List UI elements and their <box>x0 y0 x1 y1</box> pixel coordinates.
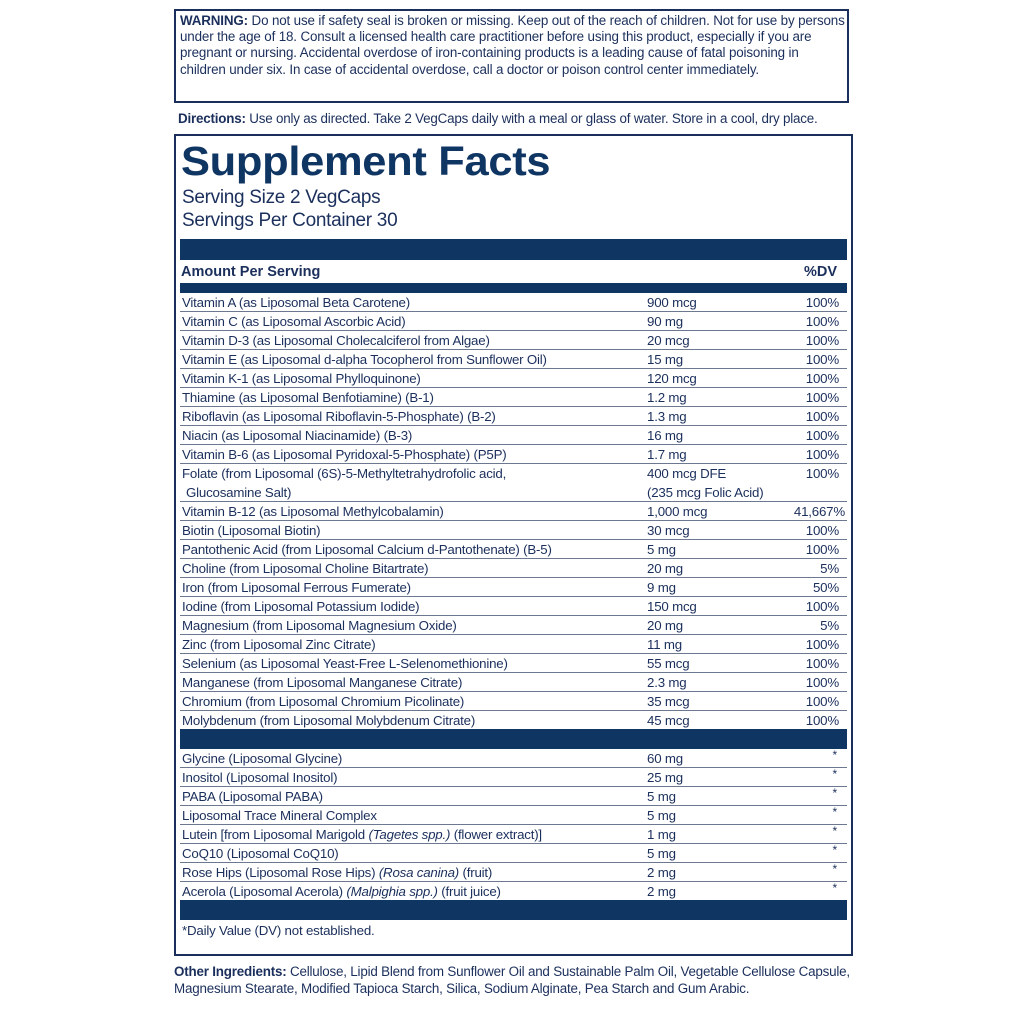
section-divider-bar <box>180 729 847 749</box>
nutrient-row: Thiamine (as Liposomal Benfotiamine) (B-1) 1.2 mg 100% <box>180 388 847 407</box>
nutrient-row: Manganese (from Liposomal Manganese Citrate) 2.3 mg 100% <box>180 673 847 692</box>
warning-box <box>174 9 849 103</box>
directions-text: Use only as directed. Take 2 VegCaps daily with a meal or glass of water. Store in a cool, dry place. <box>245 111 818 126</box>
other-nutrient-row: Rose Hips (Liposomal Rose Hips) (Rosa canina) (fruit) 2 mg * <box>180 863 847 882</box>
thin-divider-bar <box>180 283 847 293</box>
supplement-facts-panel <box>174 134 853 956</box>
nutrient-row: Niacin (as Liposomal Niacinamide) (B-3) 16 mg 100% <box>180 426 847 445</box>
nutrient-row: Vitamin E (as Liposomal d-alpha Tocopherol from Sunflower Oil) 15 mg 100% <box>180 350 847 369</box>
other-nutrient-row: Liposomal Trace Mineral Complex 5 mg * <box>180 806 847 825</box>
nutrient-row: Magnesium (from Liposomal Magnesium Oxide) 20 mg 5% <box>180 616 847 635</box>
other-nutrient-row: CoQ10 (Liposomal CoQ10) 5 mg * <box>180 844 847 863</box>
nutrient-row: Choline (from Liposomal Choline Bitartrate) 20 mg 5% <box>180 559 847 578</box>
directions <box>178 111 858 127</box>
dv-footnote: *Daily Value (DV) not established. <box>182 923 375 938</box>
nutrient-row: Pantothenic Acid (from Liposomal Calcium d-Pantothenate) (B-5) 5 mg 100% <box>180 540 847 559</box>
nutrient-row: Vitamin D-3 (as Liposomal Cholecalciferol from Algae) 20 mcg 100% <box>180 331 847 350</box>
bottom-divider-bar <box>180 900 847 920</box>
other-nutrient-row: Acerola (Liposomal Acerola) (Malpighia spp.) (fruit juice) 2 mg * <box>182 881 837 899</box>
nutrient-row: Vitamin B-12 (as Liposomal Methylcobalamin) 1,000 mcg 41,667% <box>182 504 845 519</box>
nutrient-row: Chromium (from Liposomal Chromium Picolinate) 35 mcg 100% <box>180 692 847 711</box>
directions-label: Directions: <box>178 111 246 126</box>
other-nutrient-row: Inositol (Liposomal Inositol) 25 mg * <box>180 768 847 787</box>
warning-text: Do not use if safety seal is broken or missing. Keep out of the reach of children. Not for use by persons under the age of 18. Consult a licensed health care practitioner before using this product, especially if you are pregnant or nursing. Accidental overdose of iron-containing products is a leading cause of fatal poisoning in children under six. In case of accidental overdose, call a doctor or poison control center immediately. <box>180 13 845 77</box>
nutrient-table <box>180 293 847 942</box>
other-ingredients-label: Other Ingredients: <box>174 964 287 979</box>
other-nutrient-row: PABA (Liposomal PABA) 5 mg * <box>180 787 847 806</box>
nutrient-row: Vitamin A (as Liposomal Beta Carotene) 900 mcg 100% <box>180 293 847 312</box>
dv-header-label: %DV <box>803 264 837 280</box>
nutrient-row: Selenium (as Liposomal Yeast-Free L-Selenomethionine) 55 mcg 100% <box>180 654 847 673</box>
nutrient-row: Vitamin B-6 (as Liposomal Pyridoxal-5-Phosphate) (P5P) 1.7 mg 100% <box>180 445 847 464</box>
other-nutrient-row: Lutein [from Liposomal Marigold (Tagetes spp.) (flower extract)] 1 mg * <box>180 825 847 844</box>
other-ingredients <box>174 963 854 997</box>
nutrient-row: Iodine (from Liposomal Potassium Iodide) 150 mcg 100% <box>180 597 847 616</box>
nutrient-row: Biotin (Liposomal Biotin) 30 mcg 100% <box>180 521 847 540</box>
other-nutrient-row: Glycine (Liposomal Glycine) 60 mg * <box>180 749 847 768</box>
serving-size: Serving Size 2 VegCaps <box>182 187 381 208</box>
panel-title: Supplement Facts <box>181 138 551 184</box>
thick-divider-bar <box>180 239 847 260</box>
nutrient-row: Riboflavin (as Liposomal Riboflavin-5-Phosphate) (B-2) 1.3 mg 100% <box>180 407 847 426</box>
warning-label: WARNING: <box>180 13 248 28</box>
amount-per-serving-header <box>181 262 841 282</box>
nutrient-row: Vitamin K-1 (as Liposomal Phylloquinone) 120 mcg 100% <box>180 369 847 388</box>
nutrient-row: Zinc (from Liposomal Zinc Citrate) 11 mg 100% <box>180 635 847 654</box>
nutrient-row: Iron (from Liposomal Ferrous Fumerate) 9 mg 50% <box>180 578 847 597</box>
other-ingredients-text: Cellulose, Lipid Blend from Sunflower Oil and Sustainable Palm Oil, Vegetable Cellulose Capsule, Magnesium Stearate, Modified Tapioca Starch, Silica, Sodium Alginate, Pea Starch and Gum Arabic. <box>174 964 850 996</box>
nutrient-row: Molybdenum (from Liposomal Molybdenum Citrate) 45 mcg 100% <box>182 713 839 728</box>
nutrient-row-folate: Folate (from Liposomal (6S)-5-Methyltetrahydrofolic acid, Glucosamine Salt) 400 mcg DFE (235 mcg Folic Acid) 100% <box>180 464 847 502</box>
nutrient-row: Vitamin C (as Liposomal Ascorbic Acid) 90 mg 100% <box>180 312 847 331</box>
amount-header-label: Amount Per Serving <box>181 264 321 280</box>
servings-per-container: Servings Per Container 30 <box>182 210 398 231</box>
